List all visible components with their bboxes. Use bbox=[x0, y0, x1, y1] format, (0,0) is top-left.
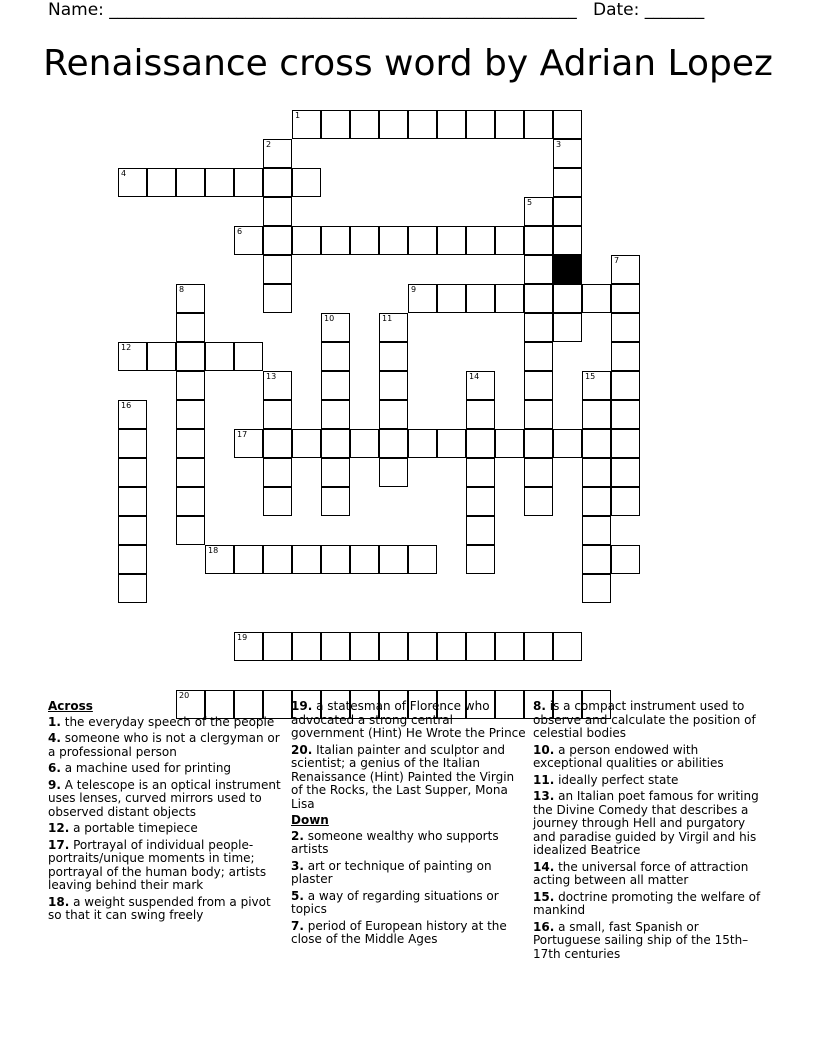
clue-item-text: doctrine promoting the welfare of mankind bbox=[533, 889, 761, 917]
clues-column-2 bbox=[291, 700, 527, 950]
clue-item bbox=[533, 891, 769, 918]
grid-cell[interactable] bbox=[611, 487, 640, 516]
grid-cell[interactable] bbox=[321, 458, 350, 487]
clue-number: 9 bbox=[411, 285, 417, 294]
clue-item-text: a weight suspended from a pivot so that it can swing freely bbox=[48, 894, 271, 922]
grid-cell[interactable] bbox=[524, 342, 553, 371]
grid-cell[interactable] bbox=[553, 632, 582, 661]
grid-cell[interactable] bbox=[321, 487, 350, 516]
clue-item-number: 16. bbox=[533, 919, 555, 934]
grid-cell[interactable] bbox=[350, 429, 379, 458]
clue-item-number: 5. bbox=[291, 888, 304, 903]
grid-cell[interactable] bbox=[263, 168, 292, 197]
clue-number: 8 bbox=[179, 285, 185, 294]
clue-item-text: a small, fast Spanish or Portuguese sailing ship of the 15th–17th centuries bbox=[533, 919, 749, 961]
grid-cell[interactable] bbox=[611, 313, 640, 342]
clue-number: 5 bbox=[527, 198, 533, 207]
grid-cell[interactable] bbox=[234, 632, 263, 661]
clue-number: 4 bbox=[121, 169, 127, 178]
grid-cell[interactable] bbox=[466, 284, 495, 313]
clue-item bbox=[291, 860, 527, 887]
grid-cell[interactable] bbox=[524, 197, 553, 226]
page-title: Renaissance cross word by Adrian Lopez bbox=[43, 43, 773, 84]
clue-item-number: 11. bbox=[533, 772, 555, 787]
grid-cell[interactable] bbox=[118, 545, 147, 574]
grid-cell[interactable] bbox=[582, 545, 611, 574]
grid-cell[interactable] bbox=[321, 632, 350, 661]
grid-cell[interactable] bbox=[379, 371, 408, 400]
grid-cell[interactable] bbox=[553, 313, 582, 342]
grid-cell[interactable] bbox=[263, 632, 292, 661]
clue-item bbox=[48, 716, 284, 730]
grid-cell[interactable] bbox=[553, 197, 582, 226]
grid-cell[interactable] bbox=[321, 400, 350, 429]
grid-cell[interactable] bbox=[582, 284, 611, 313]
clue-number: 17 bbox=[237, 430, 248, 439]
clue-item-number: 6. bbox=[48, 761, 61, 775]
clue-number: 20 bbox=[179, 691, 190, 700]
clue-item-number: 8. bbox=[533, 699, 546, 713]
grid-cell[interactable] bbox=[495, 284, 524, 313]
grid-cell[interactable] bbox=[118, 429, 147, 458]
clue-number: 10 bbox=[324, 314, 335, 323]
grid-cell[interactable] bbox=[263, 197, 292, 226]
clue-item bbox=[533, 744, 769, 771]
grid-cell[interactable] bbox=[466, 632, 495, 661]
grid-cell[interactable] bbox=[524, 487, 553, 516]
grid-cell[interactable] bbox=[292, 110, 321, 139]
grid-cell[interactable] bbox=[263, 400, 292, 429]
clue-item-text: a person endowed with exceptional qualities or abilities bbox=[533, 742, 724, 770]
clue-item bbox=[533, 861, 769, 888]
grid-cell[interactable] bbox=[176, 371, 205, 400]
clue-number: 6 bbox=[237, 227, 243, 236]
clues-column-3 bbox=[533, 700, 769, 964]
clue-item bbox=[48, 896, 284, 923]
grid-cell[interactable] bbox=[437, 226, 466, 255]
clue-item-text: a statesman of Florence who advocated a strong central government (Hint) He Wrote the Prince bbox=[291, 699, 526, 740]
grid-cell[interactable] bbox=[205, 545, 234, 574]
grid-cell[interactable] bbox=[321, 313, 350, 342]
clue-item-text: ideally perfect state bbox=[558, 772, 679, 787]
grid-cell[interactable] bbox=[408, 110, 437, 139]
grid-cell[interactable] bbox=[582, 371, 611, 400]
clue-number: 16 bbox=[121, 401, 132, 410]
grid-cell[interactable] bbox=[524, 400, 553, 429]
grid-cell[interactable] bbox=[321, 371, 350, 400]
grid-cell[interactable] bbox=[292, 429, 321, 458]
grid-cell[interactable] bbox=[466, 429, 495, 458]
clue-item bbox=[48, 732, 284, 759]
grid-cell[interactable] bbox=[611, 342, 640, 371]
grid-cell[interactable] bbox=[495, 632, 524, 661]
grid-cell[interactable] bbox=[321, 545, 350, 574]
grid-cell[interactable] bbox=[176, 342, 205, 371]
grid-cell[interactable] bbox=[176, 429, 205, 458]
grid-cell[interactable] bbox=[263, 429, 292, 458]
grid-cell[interactable] bbox=[118, 487, 147, 516]
clue-item bbox=[48, 822, 284, 836]
clue-number: 2 bbox=[266, 140, 272, 149]
grid-cell[interactable] bbox=[524, 255, 553, 284]
clue-item bbox=[291, 920, 527, 947]
grid-cell[interactable] bbox=[176, 284, 205, 313]
grid-cell[interactable] bbox=[379, 313, 408, 342]
grid-cell[interactable] bbox=[234, 342, 263, 371]
clue-item-number: 18. bbox=[48, 894, 70, 909]
clue-item-number: 13. bbox=[533, 789, 555, 803]
clue-item-text: Portrayal of individual people-portraits/unique moments in time; portrayal of the human body; artists leaving behind their mark bbox=[48, 837, 267, 892]
grid-cell[interactable] bbox=[524, 632, 553, 661]
grid-cell[interactable] bbox=[263, 487, 292, 516]
grid-cell[interactable] bbox=[553, 429, 582, 458]
grid-cell[interactable] bbox=[524, 226, 553, 255]
clue-item-number: 19. bbox=[291, 699, 313, 713]
grid-cell[interactable] bbox=[408, 284, 437, 313]
grid-cell[interactable] bbox=[582, 429, 611, 458]
grid-cell[interactable] bbox=[611, 458, 640, 487]
grid-cell[interactable] bbox=[553, 284, 582, 313]
grid-cell[interactable] bbox=[350, 226, 379, 255]
grid-cell[interactable] bbox=[582, 516, 611, 545]
down-heading: Down bbox=[291, 813, 329, 827]
grid-cell[interactable] bbox=[118, 516, 147, 545]
grid-cell[interactable] bbox=[408, 429, 437, 458]
grid-cell[interactable] bbox=[205, 168, 234, 197]
grid-cell[interactable] bbox=[263, 255, 292, 284]
grid-cell[interactable] bbox=[292, 632, 321, 661]
clue-item-text: someone who is not a clergyman or a professional person bbox=[48, 731, 280, 759]
grid-cell[interactable] bbox=[495, 429, 524, 458]
grid-cell[interactable] bbox=[350, 545, 379, 574]
clue-item bbox=[48, 779, 284, 820]
clue-item-number: 9. bbox=[48, 777, 61, 792]
clue-item-number: 1. bbox=[48, 714, 61, 729]
grid-cell[interactable] bbox=[176, 516, 205, 545]
grid-cell[interactable] bbox=[379, 110, 408, 139]
grid-cell[interactable] bbox=[408, 632, 437, 661]
grid-cell[interactable] bbox=[437, 632, 466, 661]
grid-cell[interactable] bbox=[379, 429, 408, 458]
clue-item bbox=[533, 700, 769, 741]
clue-item bbox=[533, 921, 769, 962]
grid-cell[interactable] bbox=[379, 400, 408, 429]
grid-cell[interactable] bbox=[176, 458, 205, 487]
grid-cell[interactable] bbox=[118, 342, 147, 371]
clue-number: 19 bbox=[237, 633, 248, 642]
grid-cell[interactable] bbox=[466, 371, 495, 400]
grid-cell[interactable] bbox=[118, 400, 147, 429]
block-cell bbox=[553, 255, 582, 284]
clue-item-text: a way of regarding situations or topics bbox=[291, 888, 499, 916]
clue-item-number: 14. bbox=[533, 859, 555, 874]
grid-cell[interactable] bbox=[234, 168, 263, 197]
grid-cell[interactable] bbox=[350, 632, 379, 661]
clue-item-text: is a compact instrument used to observe and calculate the position of celestial bodies bbox=[533, 699, 756, 740]
grid-cell[interactable] bbox=[379, 545, 408, 574]
grid-cell[interactable] bbox=[466, 400, 495, 429]
grid-cell[interactable] bbox=[553, 110, 582, 139]
grid-cell[interactable] bbox=[582, 400, 611, 429]
grid-cell[interactable] bbox=[118, 168, 147, 197]
grid-cell[interactable] bbox=[205, 342, 234, 371]
grid-cell[interactable] bbox=[263, 458, 292, 487]
grid-cell[interactable] bbox=[611, 255, 640, 284]
grid-cell[interactable] bbox=[408, 226, 437, 255]
clue-item-number: 17. bbox=[48, 837, 70, 852]
clue-number: 13 bbox=[266, 372, 277, 381]
clues-column-1 bbox=[48, 700, 284, 926]
clue-item-text: the universal force of attraction acting between all matter bbox=[533, 859, 749, 887]
grid-cell[interactable] bbox=[553, 139, 582, 168]
grid-cell[interactable] bbox=[611, 284, 640, 313]
clue-number: 7 bbox=[614, 256, 620, 265]
grid-cell[interactable] bbox=[611, 371, 640, 400]
clue-item bbox=[291, 700, 527, 741]
grid-cell[interactable] bbox=[176, 313, 205, 342]
across-heading: Across bbox=[48, 699, 93, 713]
grid-cell[interactable] bbox=[321, 429, 350, 458]
clue-item bbox=[48, 839, 284, 893]
clue-item-number: 2. bbox=[291, 828, 304, 843]
name-date-line: Name: _______________________________________________________ Date: _______ bbox=[48, 0, 705, 20]
grid-cell[interactable] bbox=[263, 139, 292, 168]
grid-cell[interactable] bbox=[147, 168, 176, 197]
grid-cell[interactable] bbox=[176, 400, 205, 429]
grid-cell[interactable] bbox=[524, 313, 553, 342]
clue-item-text: period of European history at the close of the Middle Ages bbox=[291, 918, 507, 946]
clue-number: 3 bbox=[556, 140, 562, 149]
clue-item-number: 12. bbox=[48, 821, 70, 835]
grid-cell[interactable] bbox=[553, 226, 582, 255]
grid-cell[interactable] bbox=[466, 226, 495, 255]
grid-cell[interactable] bbox=[611, 400, 640, 429]
clue-item-text: someone wealthy who supports artists bbox=[291, 828, 499, 856]
clue-number: 15 bbox=[585, 372, 596, 381]
grid-cell[interactable] bbox=[321, 226, 350, 255]
grid-cell[interactable] bbox=[553, 168, 582, 197]
grid-cell[interactable] bbox=[147, 342, 176, 371]
grid-cell[interactable] bbox=[408, 545, 437, 574]
clue-number: 1 bbox=[295, 111, 301, 120]
grid-cell[interactable] bbox=[466, 487, 495, 516]
grid-cell[interactable] bbox=[379, 458, 408, 487]
grid-cell[interactable] bbox=[321, 342, 350, 371]
clue-number: 12 bbox=[121, 343, 132, 352]
clue-item-text: Italian painter and sculptor and scientist; a genius of the Italian Renaissance (Hint) Painted the Virgin of the Rocks, the Last Supper, Mona Lisa bbox=[291, 742, 515, 811]
grid-cell[interactable] bbox=[524, 458, 553, 487]
grid-cell[interactable] bbox=[524, 429, 553, 458]
clue-number: 18 bbox=[208, 546, 219, 555]
grid-cell[interactable] bbox=[437, 110, 466, 139]
grid-cell[interactable] bbox=[437, 429, 466, 458]
clue-item-number: 15. bbox=[533, 889, 555, 904]
grid-cell[interactable] bbox=[379, 226, 408, 255]
grid-cell[interactable] bbox=[466, 458, 495, 487]
grid-cell[interactable] bbox=[524, 110, 553, 139]
grid-cell[interactable] bbox=[263, 371, 292, 400]
clue-item-number: 10. bbox=[533, 742, 555, 757]
grid-cell[interactable] bbox=[582, 458, 611, 487]
clue-item-text: the everyday speech of the people bbox=[64, 714, 275, 729]
clue-item bbox=[533, 790, 769, 858]
grid-cell[interactable] bbox=[495, 110, 524, 139]
grid-cell[interactable] bbox=[495, 226, 524, 255]
clue-item-number: 3. bbox=[291, 858, 304, 873]
clue-item-text: a machine used for printing bbox=[64, 761, 232, 775]
clue-number: 11 bbox=[382, 314, 393, 323]
grid-cell[interactable] bbox=[379, 342, 408, 371]
grid-cell[interactable] bbox=[263, 226, 292, 255]
grid-cell[interactable] bbox=[292, 226, 321, 255]
clue-item bbox=[533, 774, 769, 788]
clue-item bbox=[291, 890, 527, 917]
grid-cell[interactable] bbox=[350, 110, 379, 139]
grid-cell[interactable] bbox=[524, 284, 553, 313]
grid-cell[interactable] bbox=[582, 574, 611, 603]
grid-cell[interactable] bbox=[466, 110, 495, 139]
clue-item-text: an Italian poet famous for writing the Divine Comedy that describes a journey through Hell and purgatory and paradise guided by Virgil and his idealized Beatrice bbox=[533, 789, 759, 857]
grid-cell[interactable] bbox=[292, 168, 321, 197]
grid-cell[interactable] bbox=[582, 487, 611, 516]
clue-item-number: 7. bbox=[291, 918, 304, 933]
grid-cell[interactable] bbox=[611, 429, 640, 458]
grid-cell[interactable] bbox=[234, 429, 263, 458]
clue-item-text: art or technique of painting on plaster bbox=[291, 858, 492, 886]
grid-cell[interactable] bbox=[234, 545, 263, 574]
clue-item-number: 20. bbox=[291, 742, 313, 757]
clue-item-number: 4. bbox=[48, 731, 61, 745]
grid-cell[interactable] bbox=[437, 284, 466, 313]
grid-cell[interactable] bbox=[118, 574, 147, 603]
grid-cell[interactable] bbox=[466, 545, 495, 574]
clue-item-text: a portable timepiece bbox=[73, 821, 198, 835]
grid-cell[interactable] bbox=[379, 632, 408, 661]
grid-cell[interactable] bbox=[118, 458, 147, 487]
grid-cell[interactable] bbox=[176, 168, 205, 197]
grid-cell[interactable] bbox=[524, 371, 553, 400]
clue-item-text: A telescope is an optical instrument uses lenses, curved mirrors used to observed distant objects bbox=[48, 777, 281, 819]
grid-cell[interactable] bbox=[466, 516, 495, 545]
clue-item bbox=[48, 762, 284, 776]
grid-cell[interactable] bbox=[292, 545, 321, 574]
grid-cell[interactable] bbox=[321, 110, 350, 139]
grid-cell[interactable] bbox=[176, 487, 205, 516]
grid-cell[interactable] bbox=[234, 226, 263, 255]
clue-item bbox=[291, 744, 527, 812]
grid-cell[interactable] bbox=[263, 284, 292, 313]
clue-item bbox=[291, 830, 527, 857]
grid-cell[interactable] bbox=[611, 545, 640, 574]
grid-cell[interactable] bbox=[263, 545, 292, 574]
clue-number: 14 bbox=[469, 372, 480, 381]
